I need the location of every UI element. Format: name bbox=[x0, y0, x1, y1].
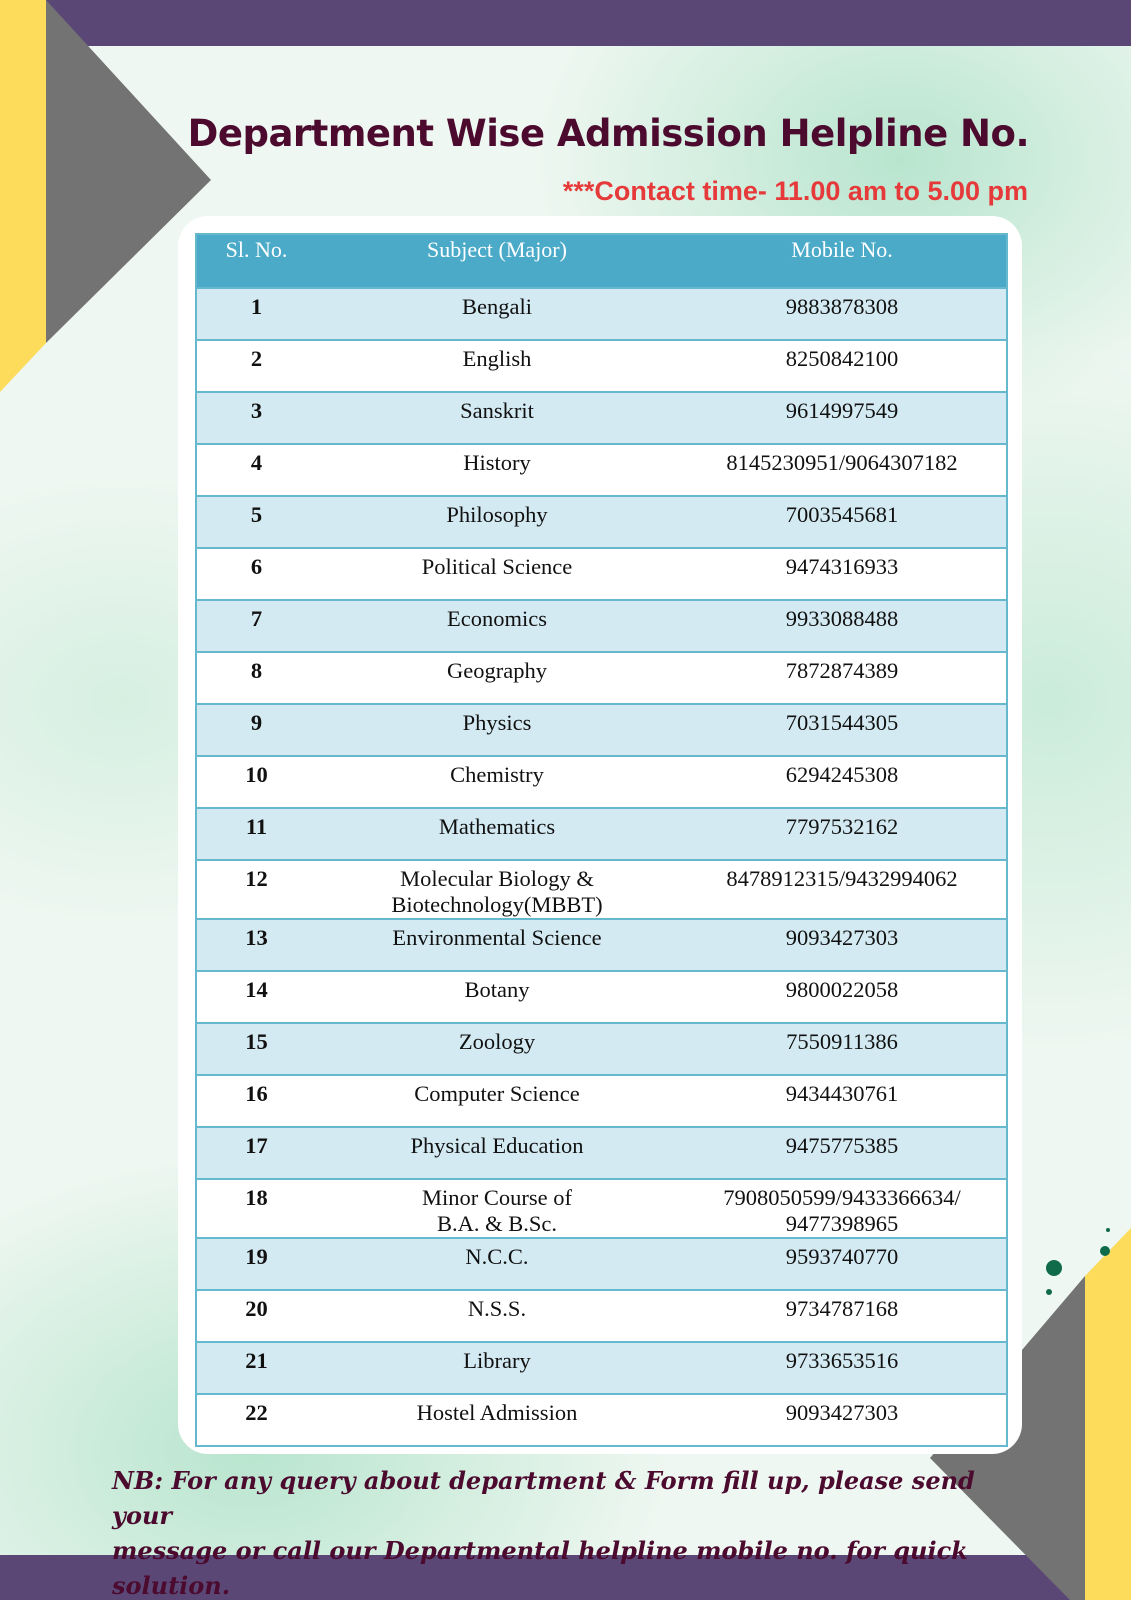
mobile-number-line: 9474316933 bbox=[785, 554, 899, 579]
mobile-cell bbox=[678, 288, 1007, 340]
mobile-cell bbox=[678, 548, 1007, 600]
sl-no-cell: 4 bbox=[196, 444, 316, 496]
table-row bbox=[196, 288, 1007, 340]
table-row bbox=[196, 808, 1007, 860]
sl-no-cell: 12 bbox=[196, 860, 316, 919]
mobile-cell bbox=[678, 1127, 1007, 1179]
subject-cell bbox=[316, 971, 678, 1023]
subject-cell bbox=[316, 392, 678, 444]
subject-cell bbox=[316, 600, 678, 652]
subject-line: Geography bbox=[447, 658, 547, 683]
subject-line: Sanskrit bbox=[460, 398, 534, 423]
subject-cell bbox=[316, 288, 678, 340]
subject-cell bbox=[316, 1394, 678, 1446]
table-row bbox=[196, 1394, 1007, 1446]
mobile-number-line: 7003545681 bbox=[785, 502, 899, 527]
mobile-cell bbox=[678, 1342, 1007, 1394]
mobile-cell bbox=[678, 1290, 1007, 1342]
subject-cell bbox=[316, 548, 678, 600]
column-header-mobile: Mobile No. bbox=[678, 234, 1007, 288]
table-row bbox=[196, 1127, 1007, 1179]
mobile-cell bbox=[678, 1179, 1007, 1238]
green-splatter-dot bbox=[1100, 1246, 1110, 1256]
table-row bbox=[196, 919, 1007, 971]
mobile-cell bbox=[678, 444, 1007, 496]
subject-line: Philosophy bbox=[446, 502, 548, 527]
mobile-cell bbox=[678, 1023, 1007, 1075]
mobile-number-line: 7031544305 bbox=[785, 710, 899, 735]
subject-cell bbox=[316, 919, 678, 971]
table-row bbox=[196, 1238, 1007, 1290]
subject-line: N.C.C. bbox=[465, 1244, 529, 1269]
subject-cell bbox=[316, 496, 678, 548]
footer-note bbox=[112, 1463, 1012, 1600]
mobile-number-line: 8250842100 bbox=[785, 346, 899, 371]
sl-no-cell: 8 bbox=[196, 652, 316, 704]
subject-cell bbox=[316, 756, 678, 808]
green-splatter-dot bbox=[1106, 1228, 1110, 1232]
subject-cell bbox=[316, 1238, 678, 1290]
sl-no-cell: 6 bbox=[196, 548, 316, 600]
subject-cell bbox=[316, 652, 678, 704]
mobile-cell bbox=[678, 1238, 1007, 1290]
mobile-cell bbox=[678, 600, 1007, 652]
subject-cell bbox=[316, 1290, 678, 1342]
table-row bbox=[196, 600, 1007, 652]
mobile-number-line: 7550911386 bbox=[786, 1029, 898, 1054]
mobile-number-line: 9593740770 bbox=[785, 1244, 899, 1269]
subject-line: Mathematics bbox=[438, 814, 556, 839]
subject-cell bbox=[316, 1179, 678, 1238]
sl-no-cell: 7 bbox=[196, 600, 316, 652]
sl-no-cell: 16 bbox=[196, 1075, 316, 1127]
mobile-cell bbox=[678, 919, 1007, 971]
table-row bbox=[196, 756, 1007, 808]
sl-no-cell: 2 bbox=[196, 340, 316, 392]
column-header-sl-no: Sl. No. bbox=[196, 234, 316, 288]
column-header-subject: Subject (Major) bbox=[316, 234, 678, 288]
top-left-yellow-triangle bbox=[0, 0, 46, 392]
subject-line: N.S.S. bbox=[467, 1296, 527, 1321]
table-row bbox=[196, 971, 1007, 1023]
sl-no-cell: 11 bbox=[196, 808, 316, 860]
subject-line: B.A. & B.Sc. bbox=[436, 1211, 557, 1236]
mobile-cell bbox=[678, 704, 1007, 756]
mobile-number-line: 7797532162 bbox=[785, 814, 899, 839]
subject-line: Economics bbox=[447, 606, 547, 631]
sl-no-cell: 19 bbox=[196, 1238, 316, 1290]
sl-no-cell: 9 bbox=[196, 704, 316, 756]
subject-line: Molecular Biology & bbox=[400, 866, 594, 891]
table-row bbox=[196, 340, 1007, 392]
subject-cell bbox=[316, 704, 678, 756]
subject-line: Library bbox=[463, 1348, 531, 1373]
table-row bbox=[196, 652, 1007, 704]
bottom-right-yellow-triangle bbox=[1085, 1228, 1131, 1600]
mobile-number-line: 7908050599/9433366634/ bbox=[723, 1185, 961, 1210]
mobile-cell bbox=[678, 808, 1007, 860]
mobile-number-line: 9883878308 bbox=[785, 294, 899, 319]
table-row bbox=[196, 496, 1007, 548]
subject-cell bbox=[316, 444, 678, 496]
mobile-number-line: 9614997549 bbox=[785, 398, 899, 423]
mobile-number-line: 6294245308 bbox=[785, 762, 899, 787]
subject-line: Biotechnology(MBBT) bbox=[391, 892, 603, 917]
sl-no-cell: 18 bbox=[196, 1179, 316, 1238]
sl-no-cell: 22 bbox=[196, 1394, 316, 1446]
mobile-cell bbox=[678, 496, 1007, 548]
subject-line: Zoology bbox=[458, 1029, 536, 1054]
subject-cell bbox=[316, 1023, 678, 1075]
subject-line: Environmental Science bbox=[392, 925, 602, 950]
page-title: Department Wise Admission Helpline No. bbox=[187, 112, 1029, 155]
sl-no-cell: 13 bbox=[196, 919, 316, 971]
table-header-row bbox=[196, 234, 1007, 288]
table-row bbox=[196, 392, 1007, 444]
sl-no-cell: 5 bbox=[196, 496, 316, 548]
subject-line: Minor Course of bbox=[422, 1185, 572, 1210]
mobile-number-line: 9434430761 bbox=[785, 1081, 899, 1106]
mobile-cell bbox=[678, 971, 1007, 1023]
mobile-cell bbox=[678, 1075, 1007, 1127]
subject-line: Botany bbox=[464, 977, 530, 1002]
subject-cell bbox=[316, 340, 678, 392]
mobile-number-line: 9477398965 bbox=[785, 1211, 899, 1236]
sl-no-cell: 20 bbox=[196, 1290, 316, 1342]
sl-no-cell: 3 bbox=[196, 392, 316, 444]
table-row bbox=[196, 548, 1007, 600]
mobile-cell bbox=[678, 1394, 1007, 1446]
contact-time: ***Contact time- 11.00 am to 5.00 pm bbox=[562, 176, 1028, 206]
helpline-table bbox=[195, 233, 1008, 1447]
subject-line: History bbox=[463, 450, 531, 475]
subject-cell bbox=[316, 860, 678, 919]
sl-no-cell: 15 bbox=[196, 1023, 316, 1075]
footer-note-line-1: NB: For any query about department & Form fill up, please send your bbox=[112, 1466, 975, 1530]
green-splatter-dot bbox=[1046, 1289, 1052, 1295]
sl-no-cell: 1 bbox=[196, 288, 316, 340]
mobile-number-line: 8145230951/9064307182 bbox=[726, 450, 958, 475]
sl-no-cell: 10 bbox=[196, 756, 316, 808]
mobile-cell bbox=[678, 860, 1007, 919]
mobile-number-line: 8478912315/9432994062 bbox=[726, 866, 958, 891]
subject-cell bbox=[316, 808, 678, 860]
subject-line: Physical Education bbox=[410, 1133, 584, 1158]
mobile-number-line: 7872874389 bbox=[785, 658, 899, 683]
subject-line: Bengali bbox=[462, 294, 532, 319]
mobile-cell bbox=[678, 652, 1007, 704]
subject-cell bbox=[316, 1342, 678, 1394]
table-row bbox=[196, 1075, 1007, 1127]
table-row bbox=[196, 860, 1007, 919]
sl-no-cell: 17 bbox=[196, 1127, 316, 1179]
table-row bbox=[196, 444, 1007, 496]
subject-line: Computer Science bbox=[414, 1081, 580, 1106]
subject-line: Hostel Admission bbox=[416, 1400, 578, 1425]
subject-line: Chemistry bbox=[450, 762, 544, 787]
footer-note-line-2: message or call our Departmental helpline mobile no. for quick solution. bbox=[112, 1536, 968, 1600]
table-row bbox=[196, 704, 1007, 756]
sl-no-cell: 14 bbox=[196, 971, 316, 1023]
subject-line: Political Science bbox=[421, 554, 573, 579]
mobile-number-line: 9733653516 bbox=[785, 1348, 899, 1373]
subject-cell bbox=[316, 1127, 678, 1179]
table-row bbox=[196, 1179, 1007, 1238]
mobile-number-line: 9093427303 bbox=[785, 1400, 899, 1425]
green-splatter-dot bbox=[1046, 1260, 1062, 1276]
sl-no-cell: 21 bbox=[196, 1342, 316, 1394]
subject-line: English bbox=[462, 346, 532, 371]
mobile-number-line: 9800022058 bbox=[785, 977, 899, 1002]
subject-cell bbox=[316, 1075, 678, 1127]
mobile-number-line: 9093427303 bbox=[785, 925, 899, 950]
table-row bbox=[196, 1023, 1007, 1075]
subject-line: Physics bbox=[462, 710, 532, 735]
mobile-cell bbox=[678, 340, 1007, 392]
mobile-number-line: 9475775385 bbox=[785, 1133, 899, 1158]
mobile-number-line: 9933088488 bbox=[785, 606, 899, 631]
mobile-number-line: 9734787168 bbox=[785, 1296, 899, 1321]
mobile-cell bbox=[678, 756, 1007, 808]
table-row bbox=[196, 1290, 1007, 1342]
mobile-cell bbox=[678, 392, 1007, 444]
table-row bbox=[196, 1342, 1007, 1394]
